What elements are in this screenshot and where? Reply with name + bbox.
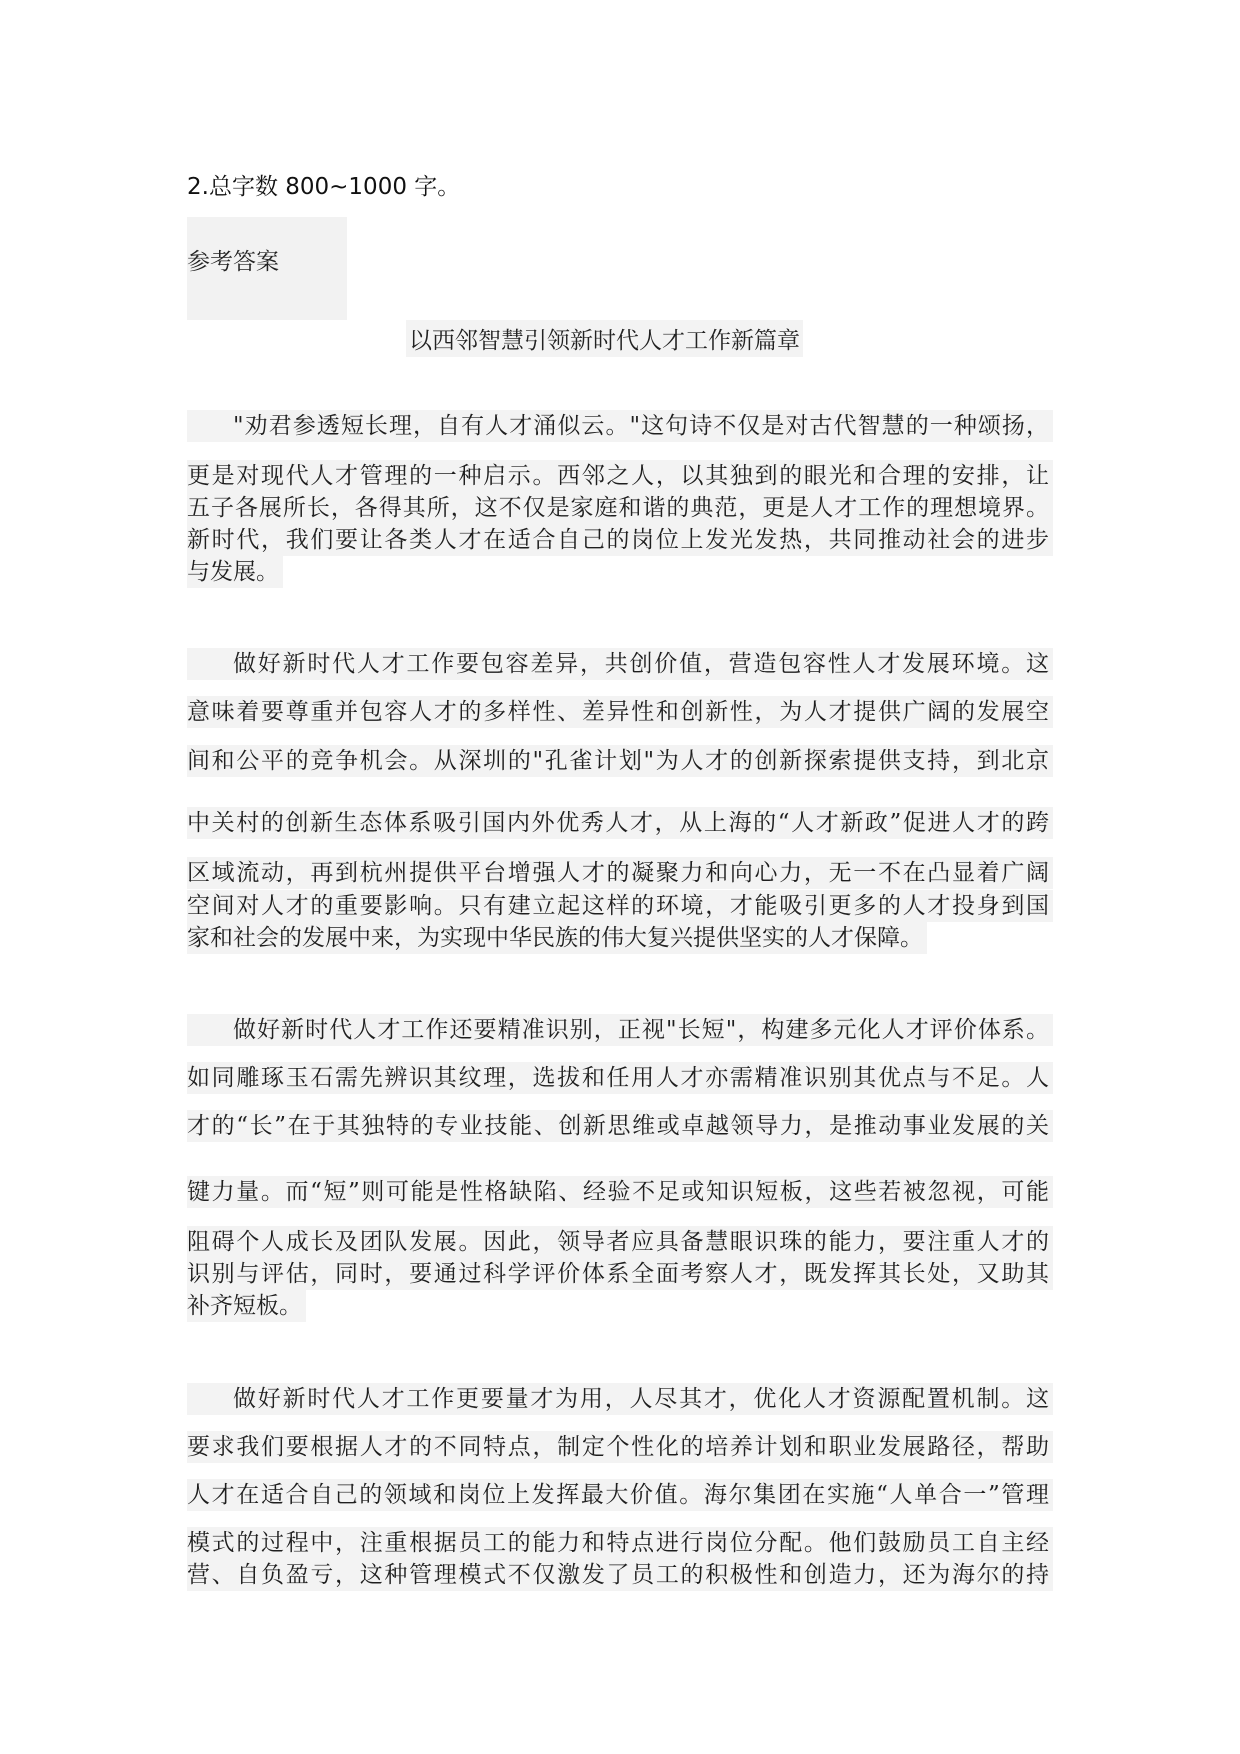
paragraph-line: 空间对人才的重要影响。只有建立起这样的环境，才能吸引更多的人才投身到国 [187,890,1053,922]
paragraph-line: 识别与评估，同时，要通过科学评价体系全面考察人才，既发挥其长处，又助其 [187,1258,1053,1290]
paragraph-line: 阻碍个人成长及团队发展。因此，领导者应具备慧眼识珠的能力，要注重人才的 [187,1226,1053,1258]
paragraph-line: 区域流动，再到杭州提供平台增强人才的凝聚力和向心力，无一不在凸显着广阔 [187,857,1053,889]
paragraph-line: 与发展。 [187,556,283,588]
paragraph-line: 键力量。而“短”则可能是性格缺陷、经验不足或知识短板，这些若被忽视，可能 [187,1176,1053,1208]
word-count-requirement: 2.总字数 800~1000 字。 [187,174,461,200]
paragraph-line: 要求我们要根据人才的不同特点，制定个性化的培养计划和职业发展路径，帮助 [187,1431,1053,1463]
paragraph-line: 间和公平的竞争机会。从深圳的"孔雀计划"为人才的创新探索提供支持，到北京 [187,745,1053,777]
paragraph-line: "劝君参透短长理，自有人才涌似云。"这句诗不仅是对古代智慧的一种颂扬， [187,410,1053,442]
paragraph-line: 新时代，我们要让各类人才在适合自己的岗位上发光发热，共同推动社会的进步 [187,524,1053,556]
paragraph-line: 家和社会的发展中来，为实现中华民族的伟大复兴提供坚实的人才保障。 [187,922,927,954]
reference-answer-label: 参考答案 [187,249,279,275]
paragraph-line: 做好新时代人才工作更要量才为用，人尽其才，优化人才资源配置机制。这 [187,1383,1053,1415]
paragraph-line: 更是对现代人才管理的一种启示。西邻之人，以其独到的眼光和合理的安排，让 [187,460,1053,492]
paragraph-line: 做好新时代人才工作要包容差异，共创价值，营造包容性人才发展环境。这 [187,648,1053,680]
paragraph-line: 如同雕琢玉石需先辨识其纹理，选拔和任用人才亦需精准识别其优点与不足。人 [187,1062,1053,1094]
paragraph-line: 意味着要尊重并包容人才的多样性、差异性和创新性，为人才提供广阔的发展空 [187,696,1053,728]
paragraph-line: 五子各展所长，各得其所，这不仅是家庭和谐的典范，更是人才工作的理想境界。 [187,492,1053,524]
paragraph-line: 才的“长”在于其独特的专业技能、创新思维或卓越领导力，是推动事业发展的关 [187,1110,1053,1142]
paragraph-line: 中关村的创新生态体系吸引国内外优秀人才，从上海的“人才新政”促进人才的跨 [187,807,1053,839]
paragraph-line: 人才在适合自己的领域和岗位上发挥最大价值。海尔集团在实施“人单合一”管理 [187,1479,1053,1511]
paragraph-line: 补齐短板。 [187,1290,306,1322]
paragraph-line: 做好新时代人才工作还要精准识别，正视"长短"，构建多元化人才评价体系。 [187,1014,1053,1046]
paragraph-line: 营、自负盈亏，这种管理模式不仅激发了员工的积极性和创造力，还为海尔的持 [187,1559,1053,1591]
paragraph-line: 模式的过程中，注重根据员工的能力和特点进行岗位分配。他们鼓励员工自主经 [187,1527,1053,1559]
essay-title: 以西邻智慧引领新时代人才工作新篇章 [406,320,803,357]
